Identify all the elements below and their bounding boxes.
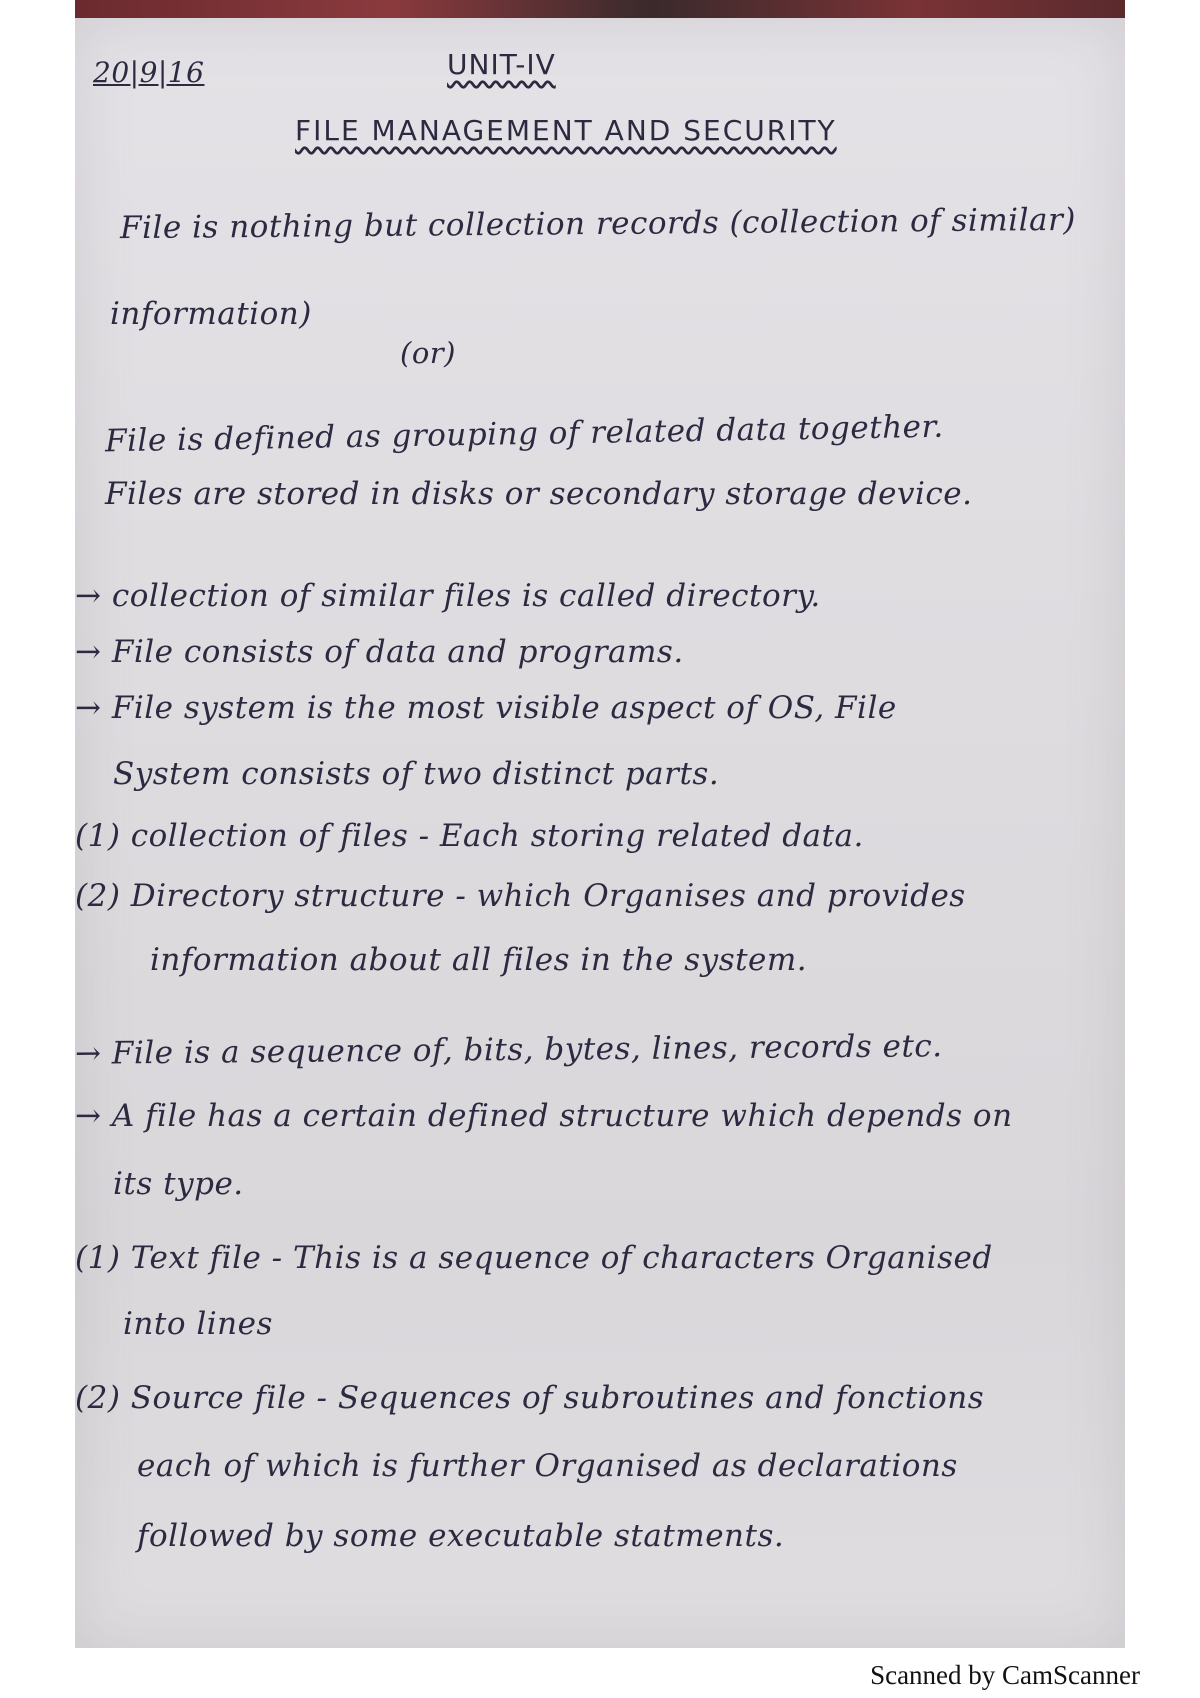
page-date: 20|9|16 (93, 56, 205, 89)
note-line: (1) Text file - This is a sequence of characters Organised (75, 1240, 993, 1276)
note-line: (1) collection of files - Each storing related data. (75, 818, 864, 854)
note-line: information) (110, 296, 312, 332)
scanner-watermark: Scanned by CamScanner (870, 1660, 1140, 1690)
note-line: File is defined as grouping of related data together. (104, 408, 945, 460)
note-line: each of which is further Organised as declarations (137, 1448, 958, 1484)
note-line: System consists of two distinct parts. (113, 756, 720, 792)
note-line: File is nothing but collection records (collection of similar) (119, 201, 1077, 247)
notebook-page (75, 18, 1125, 1648)
note-line: → collection of similar files is called directory. (75, 578, 821, 614)
note-line: → File is a sequence of, bits, bytes, lines, records etc. (75, 1028, 943, 1072)
note-line: (or) (400, 336, 456, 370)
note-line: (2) Source file - Sequences of subroutines and fonctions (75, 1380, 985, 1416)
note-line: Files are stored in disks or secondary storage device. (105, 476, 973, 512)
note-line: its type. (113, 1166, 244, 1202)
note-line: followed by some executable statments. (137, 1518, 785, 1554)
note-line: into lines (123, 1306, 273, 1342)
note-line: → File system is the most visible aspect of OS, File (75, 690, 897, 726)
note-line: → A file has a certain defined structure which depends on (75, 1098, 1013, 1134)
unit-heading: UNIT-IV (447, 48, 556, 81)
note-line: → File consists of data and programs. (75, 634, 684, 670)
note-line: information about all files in the system. (150, 942, 808, 978)
page-title: FILE MANAGEMENT AND SECURITY (295, 114, 837, 147)
note-line: (2) Directory structure - which Organises and provides (75, 878, 966, 914)
